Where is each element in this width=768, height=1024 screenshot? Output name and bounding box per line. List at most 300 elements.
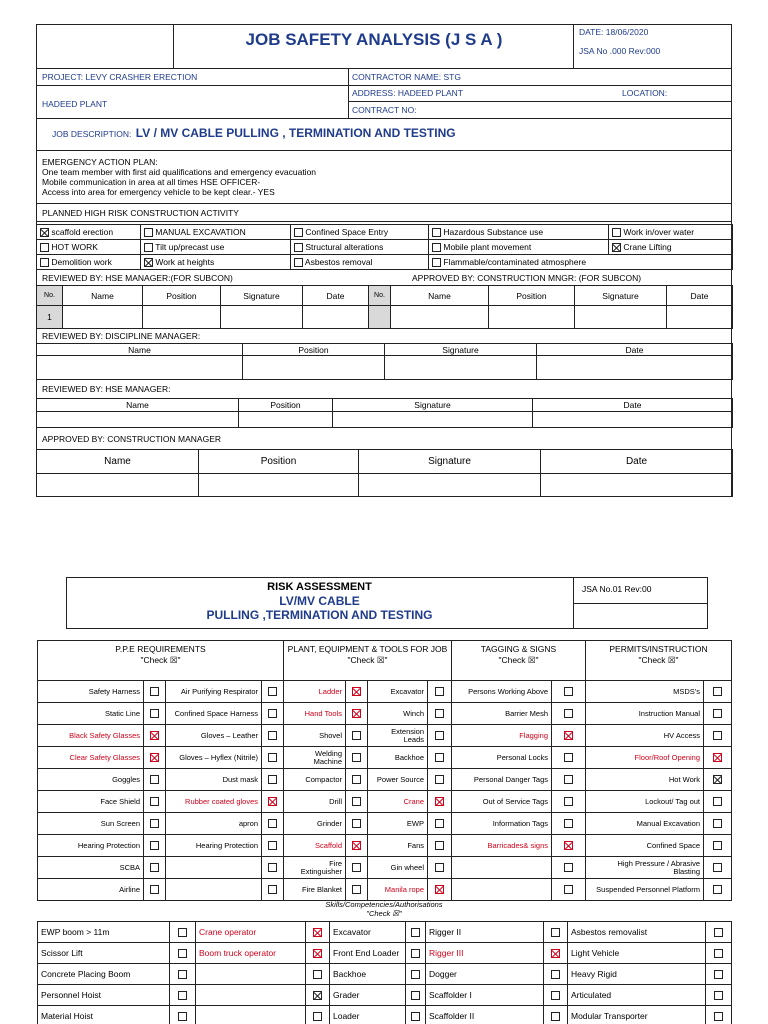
skill-checkbox-cell[interactable] <box>544 1006 568 1024</box>
skill-label: Rigger II <box>426 922 544 943</box>
checkbox[interactable] <box>713 731 722 740</box>
col-date: Date <box>303 286 369 306</box>
col-name: Name <box>391 286 489 306</box>
checkbox-checked[interactable] <box>268 797 277 806</box>
checkbox[interactable] <box>612 228 621 237</box>
checkbox[interactable] <box>564 885 573 894</box>
skill-checkbox-cell[interactable] <box>170 985 196 1006</box>
checkbox[interactable] <box>435 709 444 718</box>
permit-item-checkbox-cell[interactable] <box>704 769 732 791</box>
checkbox[interactable] <box>713 687 722 696</box>
tag-item-label: Barricades& signs <box>452 835 552 857</box>
permit-item-checkbox-cell[interactable] <box>704 813 732 835</box>
checkbox-checked[interactable] <box>150 731 159 740</box>
checkbox-checked[interactable] <box>150 753 159 762</box>
skill-checkbox-cell[interactable] <box>706 943 732 964</box>
checkbox[interactable] <box>313 1012 322 1021</box>
skill-label: Asbestos removalist <box>568 922 706 943</box>
tagging-section-header <box>452 641 586 681</box>
checkbox[interactable] <box>144 243 153 252</box>
ppe-item-checkbox-cell[interactable] <box>144 835 166 857</box>
equipment-item-label: Scaffold <box>284 835 346 857</box>
skill-checkbox-cell[interactable] <box>706 964 732 985</box>
position-input[interactable] <box>489 306 575 329</box>
permit-item-checkbox-cell[interactable] <box>704 879 732 901</box>
permit-item-label: Manual Excavation <box>586 813 704 835</box>
divider <box>348 69 349 119</box>
name-input[interactable] <box>63 306 143 329</box>
checkbox[interactable] <box>551 928 560 937</box>
skill-checkbox-cell[interactable] <box>170 964 196 985</box>
ra-subtitle-2: PULLING ,TERMINATION AND TESTING <box>206 608 433 622</box>
skill-label <box>196 964 306 985</box>
checkbox[interactable] <box>268 841 277 850</box>
checkbox[interactable] <box>352 753 361 762</box>
ppe-item-checkbox-cell[interactable] <box>262 835 284 857</box>
job-description-label: JOB DESCRIPTION: <box>52 129 132 139</box>
ra-title <box>66 580 573 622</box>
signature-input[interactable] <box>575 306 667 329</box>
equipment-item-label: Power Source <box>368 769 428 791</box>
checkbox[interactable] <box>435 753 444 762</box>
activity-label: Demolition work <box>51 256 112 267</box>
checkbox-checked[interactable] <box>352 687 361 696</box>
divider <box>348 101 732 102</box>
skill-checkbox-cell[interactable] <box>306 985 330 1006</box>
position-input[interactable] <box>243 356 385 380</box>
ppe-item-checkbox-cell[interactable] <box>144 791 166 813</box>
checkbox[interactable] <box>294 243 303 252</box>
checkbox[interactable] <box>713 841 722 850</box>
tag-item-label <box>452 879 552 901</box>
equipment-check-hint: "Check ☒" <box>347 655 388 665</box>
ppe-item-checkbox-cell[interactable] <box>262 747 284 769</box>
col-position: Position <box>243 344 385 356</box>
ppe-item-label: Rubber coated gloves <box>166 791 262 813</box>
equipment-item-label: Gin wheel <box>368 857 428 879</box>
tag-item-checkbox-cell[interactable] <box>552 879 586 901</box>
checkbox[interactable] <box>714 949 723 958</box>
ppe-item-checkbox-cell[interactable] <box>262 769 284 791</box>
signature-input[interactable] <box>385 356 537 380</box>
date-input[interactable] <box>537 356 733 380</box>
checkbox[interactable] <box>435 687 444 696</box>
name-input[interactable] <box>37 474 199 497</box>
col-date: Date <box>533 399 733 412</box>
checkbox[interactable] <box>714 1012 723 1021</box>
checkbox[interactable] <box>352 863 361 872</box>
skill-checkbox-cell[interactable] <box>170 922 196 943</box>
checkbox-checked[interactable] <box>551 949 560 958</box>
checkbox-checked[interactable] <box>713 775 722 784</box>
col-signature: Signature <box>575 286 667 306</box>
checkbox[interactable] <box>411 970 420 979</box>
tag-item-checkbox-cell[interactable] <box>552 725 586 747</box>
tag-item-label: Personal Danger Tags <box>452 769 552 791</box>
discipline-signature-table <box>36 343 733 380</box>
equipment-item-checkbox-cell[interactable] <box>346 703 368 725</box>
checkbox[interactable] <box>268 775 277 784</box>
checkbox[interactable] <box>713 709 722 718</box>
equipment-item-checkbox-cell[interactable] <box>428 681 452 703</box>
equipment-item-checkbox-cell[interactable] <box>428 835 452 857</box>
activity-cell[interactable] <box>37 255 141 270</box>
name-input[interactable] <box>391 306 489 329</box>
checkbox[interactable] <box>435 819 444 828</box>
activity-cell[interactable] <box>429 240 609 255</box>
checkbox[interactable] <box>564 819 573 828</box>
skill-label: Dogger <box>426 964 544 985</box>
col-name: Name <box>37 344 243 356</box>
checkbox[interactable] <box>432 243 441 252</box>
position-input[interactable] <box>143 306 221 329</box>
date-input[interactable] <box>303 306 369 329</box>
contractor-field: CONTRACTOR NAME: STG <box>352 72 461 82</box>
equipment-item-checkbox-cell[interactable] <box>428 725 452 747</box>
equipment-item-checkbox-cell[interactable] <box>428 879 452 901</box>
skill-checkbox-cell[interactable] <box>706 985 732 1006</box>
checkbox-checked[interactable] <box>352 841 361 850</box>
equipment-item-checkbox-cell[interactable] <box>346 813 368 835</box>
checkbox[interactable] <box>352 797 361 806</box>
permit-item-label: Hot Work <box>586 769 704 791</box>
activity-cell[interactable] <box>141 225 291 240</box>
equipment-item-checkbox-cell[interactable] <box>346 791 368 813</box>
skill-label: Boom truck operator <box>196 943 306 964</box>
activity-label: Confined Space Entry <box>305 226 389 237</box>
checkbox-checked[interactable] <box>40 228 49 237</box>
name-input[interactable] <box>37 356 243 380</box>
activity-label: Structural alterations <box>305 241 384 252</box>
ppe-item-label: Face Shield <box>38 791 144 813</box>
checkbox[interactable] <box>432 258 441 267</box>
equipment-item-checkbox-cell[interactable] <box>346 857 368 879</box>
checkbox[interactable] <box>411 991 420 1000</box>
checkbox[interactable] <box>551 970 560 979</box>
checkbox[interactable] <box>150 819 159 828</box>
ppe-item-checkbox-cell[interactable] <box>144 857 166 879</box>
equipment-item-checkbox-cell[interactable] <box>346 681 368 703</box>
checkbox[interactable] <box>411 928 420 937</box>
equipment-item-label: Drill <box>284 791 346 813</box>
signature-input[interactable] <box>221 306 303 329</box>
skills-row <box>38 922 732 943</box>
equipment-item-checkbox-cell[interactable] <box>346 725 368 747</box>
equipment-item-checkbox-cell[interactable] <box>346 835 368 857</box>
checkbox[interactable] <box>150 709 159 718</box>
checkbox[interactable] <box>551 991 560 1000</box>
equipment-item-checkbox-cell[interactable] <box>346 769 368 791</box>
checkbox-checked[interactable] <box>313 949 322 958</box>
ppe-item-checkbox-cell[interactable] <box>262 725 284 747</box>
skills-table <box>37 921 732 1024</box>
ppe-item-checkbox-cell[interactable] <box>262 681 284 703</box>
project-field: PROJECT: LEVY CRASHER ERECTION <box>42 72 198 82</box>
checkbox[interactable] <box>551 1012 560 1021</box>
ppe-item-checkbox-cell[interactable] <box>144 725 166 747</box>
skill-checkbox-cell[interactable] <box>406 964 426 985</box>
checkbox-checked[interactable] <box>612 243 621 252</box>
skill-checkbox-cell[interactable] <box>170 943 196 964</box>
tag-item-checkbox-cell[interactable] <box>552 747 586 769</box>
skill-label: Heavy Rigid <box>568 964 706 985</box>
tag-item-label: Information Tags <box>452 813 552 835</box>
skill-checkbox-cell[interactable] <box>406 985 426 1006</box>
skill-checkbox-cell[interactable] <box>406 1006 426 1024</box>
tag-item-checkbox-cell[interactable] <box>552 703 586 725</box>
skill-checkbox-cell[interactable] <box>544 943 568 964</box>
skill-checkbox-cell[interactable] <box>544 985 568 1006</box>
activity-label: Crane Lifting <box>623 241 672 252</box>
col-date: Date <box>537 344 733 356</box>
checkbox[interactable] <box>713 819 722 828</box>
checkbox[interactable] <box>150 841 159 850</box>
ppe-item-label: Hearing Protection <box>38 835 144 857</box>
checkbox[interactable] <box>268 709 277 718</box>
skill-checkbox-cell[interactable] <box>306 922 330 943</box>
checkbox[interactable] <box>268 731 277 740</box>
checkbox[interactable] <box>150 775 159 784</box>
tag-item-checkbox-cell[interactable] <box>552 681 586 703</box>
ppe-item-label: Hearing Protection <box>166 835 262 857</box>
checkbox[interactable] <box>268 885 277 894</box>
jsa-date: DATE: 18/06/2020 <box>579 27 649 37</box>
name-input[interactable] <box>37 412 239 428</box>
activity-cell[interactable] <box>429 225 609 240</box>
permit-item-checkbox-cell[interactable] <box>704 857 732 879</box>
reviewed-hse-label: REVIEWED BY: HSE MANAGER: <box>42 384 171 394</box>
equipment-section-header <box>284 641 452 681</box>
signature-input[interactable] <box>333 412 533 428</box>
checkbox[interactable] <box>411 1012 420 1021</box>
equipment-item-label: Fire Blanket <box>284 879 346 901</box>
skill-label: Loader <box>330 1006 406 1024</box>
permit-item-label: Suspended Personnel Platform <box>586 879 704 901</box>
checkbox-checked[interactable] <box>713 753 722 762</box>
col-no: No. <box>37 286 63 306</box>
checkbox-checked[interactable] <box>564 841 573 850</box>
divider <box>348 85 732 86</box>
equipment-item-label: Winch <box>368 703 428 725</box>
checkbox[interactable] <box>144 228 153 237</box>
ppe-item-checkbox-cell[interactable] <box>144 703 166 725</box>
tag-item-checkbox-cell[interactable] <box>552 813 586 835</box>
ppe-item-checkbox-cell[interactable] <box>144 681 166 703</box>
checkbox[interactable] <box>268 863 277 872</box>
permit-item-checkbox-cell[interactable] <box>704 703 732 725</box>
checkbox-checked[interactable] <box>144 258 153 267</box>
col-date: Date <box>667 286 733 306</box>
checkbox[interactable] <box>713 797 722 806</box>
checkbox-checked[interactable] <box>352 709 361 718</box>
ppe-item-checkbox-cell[interactable] <box>262 791 284 813</box>
checkbox[interactable] <box>40 243 49 252</box>
skill-checkbox-cell[interactable] <box>306 964 330 985</box>
equipment-item-checkbox-cell[interactable] <box>428 769 452 791</box>
checkbox[interactable] <box>178 928 187 937</box>
checkbox[interactable] <box>564 863 573 872</box>
equipment-item-checkbox-cell[interactable] <box>428 747 452 769</box>
activity-cell[interactable] <box>291 255 429 270</box>
equipment-item-checkbox-cell[interactable] <box>346 879 368 901</box>
permit-item-checkbox-cell[interactable] <box>704 791 732 813</box>
activity-cell[interactable] <box>429 255 733 270</box>
checkbox[interactable] <box>352 731 361 740</box>
ppe-item-label: Black Safety Glasses <box>38 725 144 747</box>
checkbox[interactable] <box>352 775 361 784</box>
checkbox[interactable] <box>294 228 303 237</box>
permit-item-checkbox-cell[interactable] <box>704 681 732 703</box>
skill-checkbox-cell[interactable] <box>706 1006 732 1024</box>
checkbox[interactable] <box>352 819 361 828</box>
equipment-item-checkbox-cell[interactable] <box>428 791 452 813</box>
checkbox[interactable] <box>713 885 722 894</box>
ppe-item-checkbox-cell[interactable] <box>262 813 284 835</box>
activity-cell[interactable] <box>141 240 291 255</box>
skill-label: Material Hoist <box>38 1006 170 1024</box>
ppe-item-checkbox-cell[interactable] <box>144 769 166 791</box>
col-signature: Signature <box>221 286 303 306</box>
checkbox[interactable] <box>564 797 573 806</box>
permit-item-checkbox-cell[interactable] <box>704 835 732 857</box>
checkbox[interactable] <box>411 949 420 958</box>
permit-item-checkbox-cell[interactable] <box>704 725 732 747</box>
date-input[interactable] <box>533 412 733 428</box>
equipment-item-checkbox-cell[interactable] <box>346 747 368 769</box>
ppe-item-checkbox-cell[interactable] <box>144 879 166 901</box>
ppe-item-label: Confined Space Harness <box>166 703 262 725</box>
tag-item-checkbox-cell[interactable] <box>552 769 586 791</box>
activity-label: HOT WORK <box>51 241 98 252</box>
permit-item-label: Lockout/ Tag out <box>586 791 704 813</box>
skill-checkbox-cell[interactable] <box>544 922 568 943</box>
position-input[interactable] <box>199 474 359 497</box>
tag-item-label: Persons Working Above <box>452 681 552 703</box>
ppe-item-label: Goggles <box>38 769 144 791</box>
checkbox[interactable] <box>150 687 159 696</box>
checkbox[interactable] <box>714 970 723 979</box>
ra-section-headers <box>37 640 732 681</box>
header-line <box>174 68 574 69</box>
permits-section-header <box>586 641 732 681</box>
activity-cell[interactable] <box>141 255 291 270</box>
skill-checkbox-cell[interactable] <box>306 1006 330 1024</box>
skill-label <box>196 1006 306 1024</box>
date-input[interactable] <box>667 306 733 329</box>
permit-item-checkbox-cell[interactable] <box>704 747 732 769</box>
checkbox[interactable] <box>294 258 303 267</box>
skill-checkbox-cell[interactable] <box>406 922 426 943</box>
checkbox[interactable] <box>313 970 322 979</box>
permit-item-label: High Pressure / Abrasive Blasting <box>586 857 704 879</box>
ppe-item-checkbox-cell[interactable] <box>144 813 166 835</box>
contract-no-field: CONTRACT NO: <box>352 105 417 115</box>
checkbox[interactable] <box>150 797 159 806</box>
checkbox[interactable] <box>435 775 444 784</box>
activity-cell[interactable] <box>37 240 141 255</box>
checkbox[interactable] <box>714 928 723 937</box>
activity-cell[interactable] <box>609 225 733 240</box>
checkbox[interactable] <box>150 885 159 894</box>
ppe-item-label: Clear Safety Glasses <box>38 747 144 769</box>
tag-item-checkbox-cell[interactable] <box>552 857 586 879</box>
checkbox[interactable] <box>564 709 573 718</box>
checkbox[interactable] <box>564 753 573 762</box>
activity-cell[interactable] <box>37 225 141 240</box>
checkbox[interactable] <box>178 970 187 979</box>
checkbox[interactable] <box>40 258 49 267</box>
checkbox[interactable] <box>435 731 444 740</box>
equipment-item-label: Ladder <box>284 681 346 703</box>
checkbox[interactable] <box>714 991 723 1000</box>
skill-checkbox-cell[interactable] <box>306 943 330 964</box>
checkbox-checked[interactable] <box>313 991 322 1000</box>
skill-label: Front End Loader <box>330 943 406 964</box>
checkbox[interactable] <box>178 1012 187 1021</box>
checkbox[interactable] <box>150 863 159 872</box>
divider <box>36 118 732 119</box>
equipment-item-checkbox-cell[interactable] <box>428 813 452 835</box>
equipment-item-checkbox-cell[interactable] <box>428 857 452 879</box>
ppe-item-label: Airline <box>38 879 144 901</box>
checkbox-checked[interactable] <box>564 731 573 740</box>
activity-cell[interactable] <box>291 225 429 240</box>
checkbox[interactable] <box>352 885 361 894</box>
checkbox[interactable] <box>435 863 444 872</box>
equipment-item-label: Crane <box>368 791 428 813</box>
checkbox-checked[interactable] <box>435 797 444 806</box>
checkbox[interactable] <box>178 991 187 1000</box>
checkbox[interactable] <box>564 687 573 696</box>
signature-input[interactable] <box>359 474 541 497</box>
divider <box>36 150 732 151</box>
activity-cell[interactable] <box>291 240 429 255</box>
checkbox-checked[interactable] <box>435 885 444 894</box>
ppe-title: P.P.E REQUIREMENTS <box>115 644 206 654</box>
checkbox[interactable] <box>713 863 722 872</box>
checkbox-checked[interactable] <box>313 928 322 937</box>
ppe-item-checkbox-cell[interactable] <box>262 879 284 901</box>
ppe-item-label: Air Purifying Respirator <box>166 681 262 703</box>
skill-checkbox-cell[interactable] <box>544 964 568 985</box>
skill-checkbox-cell[interactable] <box>406 943 426 964</box>
tag-item-checkbox-cell[interactable] <box>552 791 586 813</box>
equipment-item-checkbox-cell[interactable] <box>428 703 452 725</box>
skill-label: Scissor Lift <box>38 943 170 964</box>
ppe-item-checkbox-cell[interactable] <box>262 857 284 879</box>
checkbox[interactable] <box>268 819 277 828</box>
checkbox[interactable] <box>268 687 277 696</box>
checkbox[interactable] <box>564 775 573 784</box>
position-input[interactable] <box>239 412 333 428</box>
checkbox[interactable] <box>178 949 187 958</box>
skill-checkbox-cell[interactable] <box>706 922 732 943</box>
ra-row <box>38 791 732 813</box>
activity-label: scaffold erection <box>51 226 114 237</box>
activity-cell[interactable] <box>609 240 733 255</box>
ppe-item-checkbox-cell[interactable] <box>144 747 166 769</box>
ppe-item-label: Dust mask <box>166 769 262 791</box>
ppe-item-label: Static Line <box>38 703 144 725</box>
checkbox[interactable] <box>268 753 277 762</box>
checkbox[interactable] <box>432 228 441 237</box>
skill-checkbox-cell[interactable] <box>170 1006 196 1024</box>
tag-item-checkbox-cell[interactable] <box>552 835 586 857</box>
approved-cm-label: APPROVED BY: CONSTRUCTION MANAGER <box>42 434 221 444</box>
ppe-item-checkbox-cell[interactable] <box>262 703 284 725</box>
date-input[interactable] <box>541 474 733 497</box>
checkbox[interactable] <box>435 841 444 850</box>
